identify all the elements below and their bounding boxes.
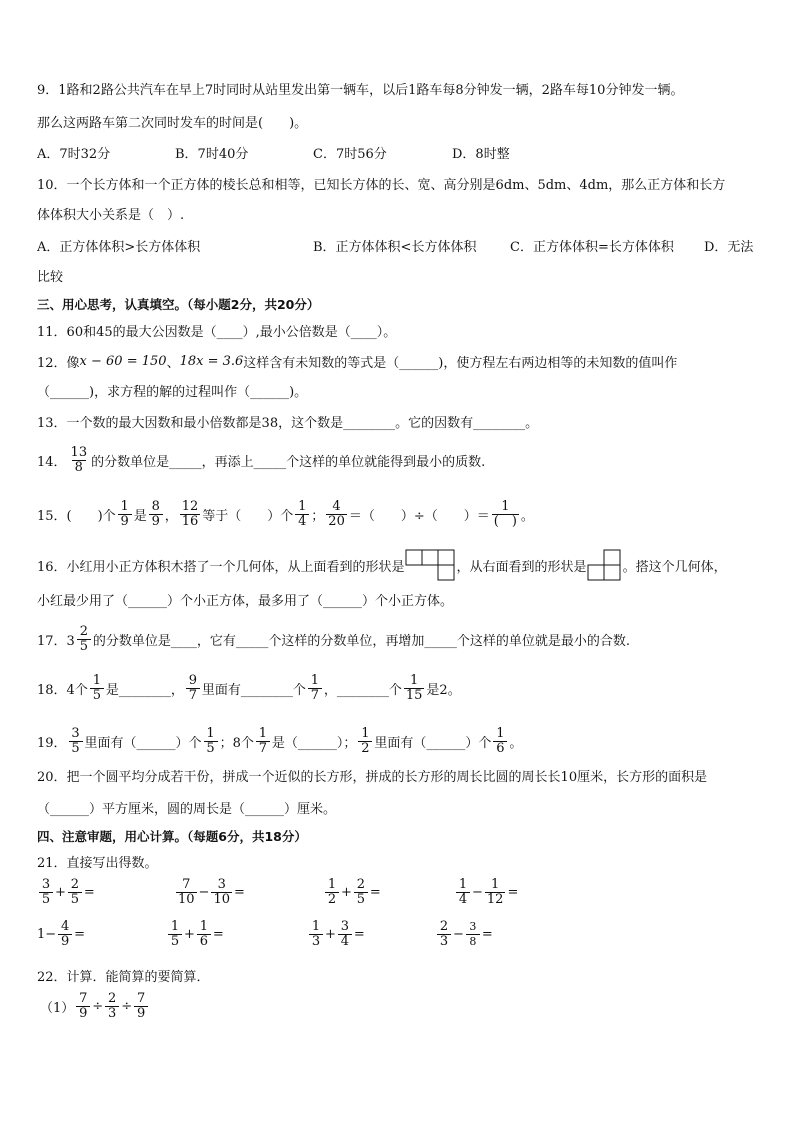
q12-separator: 、 [166,355,180,371]
q9-option-b: B．7时40分 [175,147,249,162]
q18 [37,668,461,708]
q17-text-1: 17．3 [37,633,75,649]
q10-line2: 体体积大小关系是（ ）. [37,208,185,223]
q19-fraction-3: $\frac{1}{7}$ [256,727,270,756]
q21-item-7: $\frac{1}{3}$ + $\frac{3}{4}$ = [307,920,365,949]
q19-fraction-5: $\frac{1}{6}$ [493,727,507,756]
q15-fraction-4: $\frac{1}{4}$ [295,500,309,529]
q12-equation-2: 18x = 3.6 [179,353,244,369]
q16-text-3: 。搭这个几何体， [622,559,727,575]
q12-line2: （______)，求方程的解的过程叫作（______)。 [37,385,308,400]
section-3-heading: 三、用心思考，认真填空。（每小题2分，共20分） [37,297,320,312]
q19-fraction-4: $\frac{1}{2}$ [358,727,372,756]
q14-number: 14． [37,454,67,470]
q21-item-6: $\frac{1}{5}$ + $\frac{1}{6}$ = [166,920,224,949]
q19-fraction-1: $\frac{3}{5}$ [69,727,83,756]
q20-line2: （______）平方厘米，圆的周长是（______）厘米。 [37,802,337,817]
q14 [37,441,485,479]
q9-line2: 那么这两路车第二次同时发车的时间是( )。 [37,116,308,131]
q19-text-1: 19． [37,735,67,751]
q17-text-2: 的分数单位是____，它有_____个这样的分数单位，再增加_____个这样的单位就是最小的合数. [92,633,630,649]
q14-fraction: $\frac{13}{8}$ [70,444,88,475]
q19-text-6: 。 [509,735,523,751]
q21-item-2: $\frac{7}{10}$ − $\frac{3}{10}$ = [178,877,245,907]
q10-option-c: C．正方体体积=长方体体积 [510,240,674,255]
q21-title: 21．直接写出得数。 [37,856,158,871]
q21-item-3: $\frac{1}{2}$ + $\frac{2}{5}$ = [323,878,381,907]
q15 [37,494,534,534]
q15-text-2: 是 [133,508,147,524]
q12-text: 这样含有未知数的等式是（______)，使方程左右两边相等的未知数的值叫作 [243,355,678,371]
q18-text-5: 是2。 [426,682,461,698]
q19 [37,721,522,761]
q10-option-d: D．无法 [704,240,754,255]
q10-line1: 10．一个长方体和一个正方体的棱长总和相等，已知长方体的长、宽、高分别是6dm、5dm、4dm，那么正方体和长方 [37,178,726,193]
q16-text-1: 16．小红用小正方体积木搭了一个几何体，从上面看到的形状是 [37,559,405,575]
q15-fraction-3: $\frac{12}{16}$ [181,498,199,529]
q17 [37,619,630,659]
q15-text-5: ； [311,508,325,524]
q20-line1: 20．把一个圆平均分成若干份，拼成一个近似的长方形，拼成的长方形的周长比圆的周长长10厘米，长方形的面积是 [37,770,708,785]
q15-text-1: 15．( )个 [37,508,116,524]
q19-text-4: 是（______）； [271,735,357,751]
q15-fraction-1: $\frac{1}{9}$ [118,500,132,529]
q15-fraction-6: $\frac{1}{( )}$ [493,498,517,529]
q22-part-1-label: （1） [40,1001,75,1016]
q12-prefix: 12．像 [37,355,80,371]
q12-line1 [37,352,677,370]
q13: 13．一个数的最大因数和最小倍数都是38，这个数是________。它的因数有________。 [37,416,539,431]
q15-text-4: 等于（ ）个 [202,508,294,524]
q18-text-1: 18．4个 [37,682,88,698]
q22-part-1: （1） $\frac{7}{9}$ ÷ $\frac{2}{3}$ ÷ $\frac{7}{9}$ [40,992,150,1021]
right-view-figure [587,549,623,581]
q10-option-a: A．正方体体积>长方体体积 [37,240,201,255]
q9-option-a: A．7时32分 [37,147,111,162]
section-4-heading: 四、注意审题，用心计算。（每题6分，共18分） [37,829,307,844]
q22-title: 22．计算．能简算的要简算． [37,970,210,985]
q17-fraction: $\frac{2}{5}$ [77,625,91,654]
q16-text-2: ，从右面看到的形状是 [456,559,587,575]
q19-text-2: 里面有（______）个 [84,735,202,751]
q9-line1: 9．1路和2路公共汽车在早上7时同时从站里发出第一辆车，以后1路车每8分钟发一辆，2路车每10分钟发一辆。 [37,83,684,98]
q18-text-2: 是________， [105,682,184,698]
q18-fraction-1: $\frac{1}{5}$ [90,674,104,703]
q15-text-7: 。 [520,508,534,524]
q15-fraction-5: $\frac{4}{20}$ [328,498,345,529]
q9-option-c: C．7时56分 [313,147,387,162]
q18-text-3: 里面有________个 [201,682,306,698]
q21-item-4: $\frac{1}{4}$ − $\frac{1}{12}$ = [454,878,518,907]
q18-fraction-3: $\frac{1}{7}$ [308,674,322,703]
q10-option-d-wrap: 比较 [37,270,64,285]
q16-line2: 小红最少用了（______）个小正方体，最多用了（______）个小正方体。 [37,594,454,609]
q18-text-4: ，________个 [323,682,402,698]
q19-fraction-2: $\frac{1}{5}$ [204,727,218,756]
q11: 11．60和45的最大公因数是（____）,最小公倍数是（____）。 [37,325,397,340]
q9-option-d: D．8时整 [452,147,510,162]
q15-text-6: ＝（ ）÷（ ）＝ [348,508,490,524]
q15-fraction-2: $\frac{8}{9}$ [149,500,163,529]
q19-text-3: ；8个 [219,735,254,751]
q21-item-5: 1− $\frac{4}{9}$ = [37,919,86,949]
q18-fraction-4: $\frac{1}{15}$ [405,672,423,703]
q21-item-1: $\frac{3}{5}$ + $\frac{2}{5}$ = [37,878,95,907]
q19-text-5: 里面有（______）个 [374,735,492,751]
q15-text-3: ， [164,508,178,524]
q21-item-8: $\frac{2}{3}$ − $\frac{3}{8}$ = [435,920,493,949]
q18-fraction-2: $\frac{9}{7}$ [186,674,200,703]
q14-text: 的分数单位是_____，再添上_____个这样的单位就能得到最小的质数. [91,454,486,470]
q12-equation-1: x − 60 = 150 [79,353,167,369]
q10-option-b: B．正方体体积<长方体体积 [313,240,477,255]
q16-line1 [37,548,727,582]
top-view-figure [405,549,457,581]
